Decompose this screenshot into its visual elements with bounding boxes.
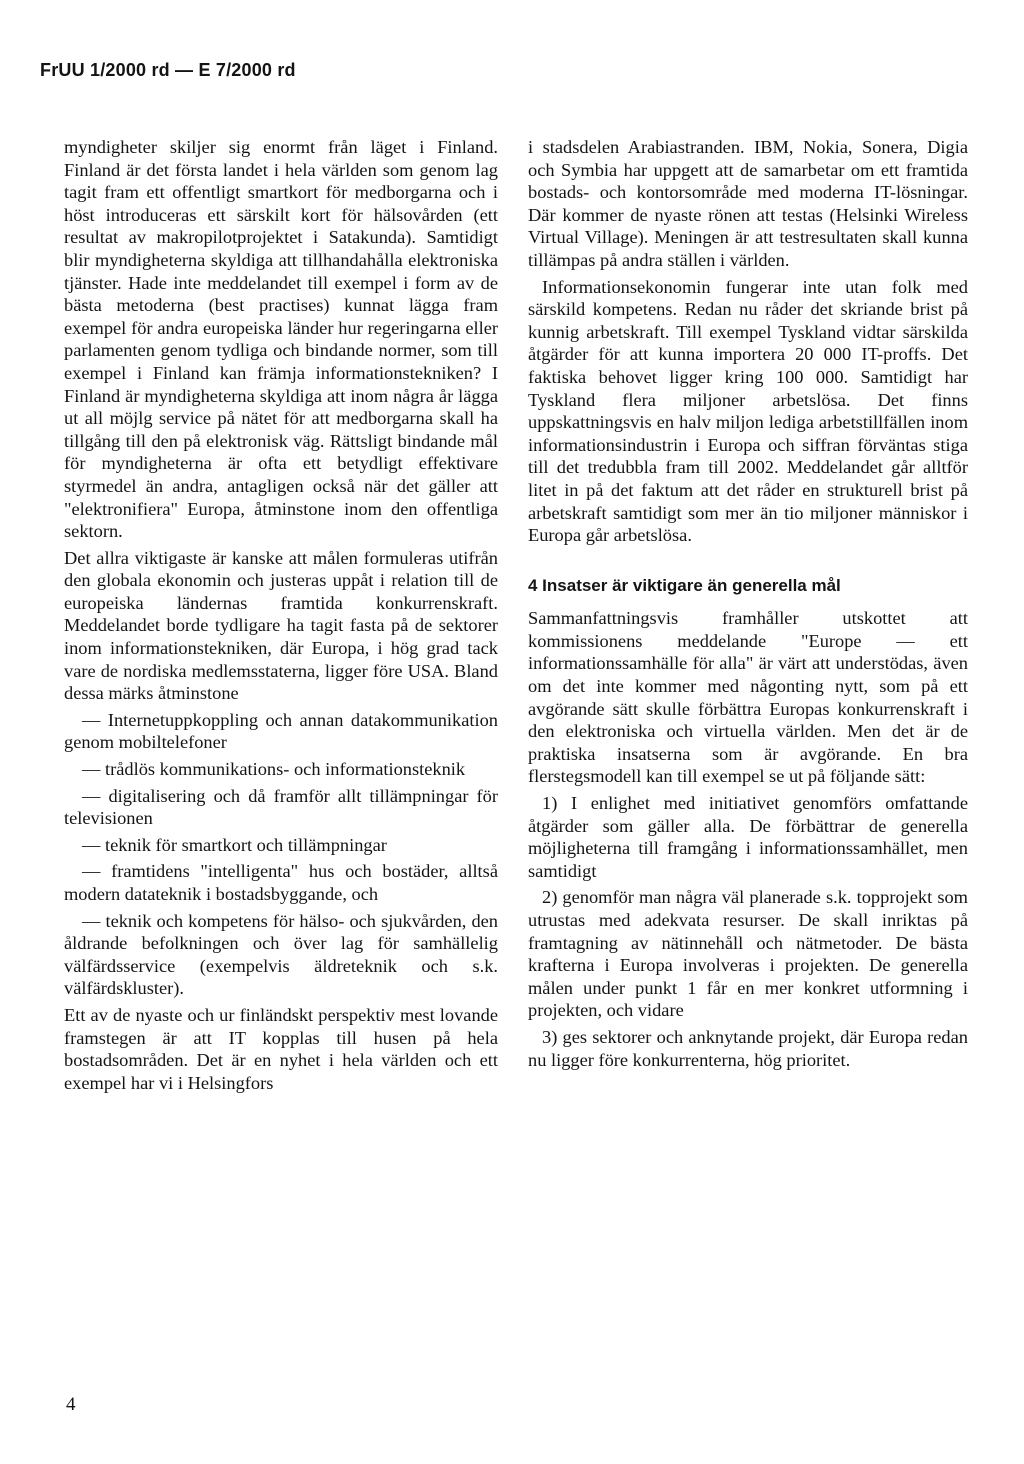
left-column xyxy=(64,136,498,1098)
list-item: — digitalisering och då framför allt tillämpningar för televisionen xyxy=(64,785,498,829)
list-item: 1) I enlighet med initiativet genomförs omfattande åtgärder som gäller alla. De förbättrar de generella möjligheterna till framgång i informationssamhället, men samtidigt xyxy=(528,793,968,881)
list-item: — framtidens "intelligenta" hus och bostäder, alltså modern datateknik i bostadsbyggande, och xyxy=(64,861,498,904)
list-item: — Internetuppkoppling och annan datakommunikation genom mobiltelefoner xyxy=(64,709,498,753)
paragraph: Sammanfattningsvis framhåller utskottet att kommissionens meddelande "Europe — ett informationssamhälle för alla" är värt att understödas, även om det inte kommer med någonting nytt, som på ett avgörande sätt skulle förbättra Europas konkurrenskraft i den elektroniska och virtuella världen. Men det är de praktiska insatserna som är avgörande. En bra flerstegsmodell kan till exempel se ut på följande sätt: xyxy=(528,608,968,787)
document-header: FrUU 1/2000 rd — E 7/2000 rd xyxy=(40,60,296,80)
list-item: — teknik för smartkort och tillämpningar xyxy=(82,834,387,855)
list-item: 3) ges sektorer och anknytande projekt, där Europa redan nu ligger före konkurrenterna, hög prioritet. xyxy=(528,1026,968,1070)
paragraph: Det allra viktigaste är kanske att målen formuleras utifrån den globala ekonomin och justeras uppåt i relation till de europeiska ländernas framtida konkurrenskraft. Meddelandet borde tydligare ha tagit fasta på de sektorer inom informationstekniken, där Europa, i hög grad tack vare de nordiska medlemsstaterna, ligger före USA. Bland dessa märks åtminstone xyxy=(64,547,498,704)
list-item: — teknik och kompetens för hälso- och sjukvården, den åldrande befolkningen och över lag för samhällelig välfärdsservice (exempelvis äldreteknik och s.k. välfärdskluster). xyxy=(64,910,498,999)
paragraph: i stadsdelen Arabiastranden. IBM, Nokia, Sonera, Digia och Symbia har uppgett att de samarbetar om ett framtida bostads- och kontorsområde med moderna IT-lösningar. Där kommer de nyaste rönen att testas (Helsinki Wireless Virtual Village). Meningen är att testresultaten skall kunna tillämpas på andra ställen i världen. xyxy=(528,137,968,270)
page-number: 4 xyxy=(66,1394,76,1415)
right-column xyxy=(528,136,968,1075)
paragraph: myndigheter skiljer sig enormt från läget i Finland. Finland är det första landet i hela världen som genom lag tagit fram ett offentligt smartkort för medborgarna och i höst introduceras ett särskilt kort för hälsovården (ett resultat av makropilotprojektet i Satakunda). Samtidigt blir myndigheterna skyldiga att tillhandahålla elektroniska tjänster. Hade inte meddelandet till exempel i form av de bästa metoderna (best practises) kunnat lägga fram exempel för andra europeiska länder hur regeringarna eller parlamenten genom tydliga och bindande normer, som till exempel i Finland kan främja informationstekniken? I Finland är myndigheterna skyldiga att inom några år lägga ut all möjlg service på nätet för att medborgarna skall ha tillgång till den på elektronisk väg. Rättsligt bindande mål för myndigheterna är ofta ett betydligt effektivare styrmedel än andra, antagligen också när det gäller att "elektronifiera" Europa, åtminstone inom den offentliga sektorn. xyxy=(64,137,498,542)
paragraph: Informationsekonomin fungerar inte utan folk med särskild kompetens. Redan nu råder det skriande brist på kunnig arbetskraft. Till exempel Tyskland vidtar särskilda åtgärder för att kunna importera 20 000 IT-proffs. Det faktiska behovet ligger kring 100 000. Samtidigt har Tyskland flera miljoner arbetslösa. Det finns uppskattningsvis en halv miljon lediga arbetstillfällen inom informationsindustrin i Europa och siffran förväntas stiga till det tredubbla fram till 2002. Meddelandet går alltför litet in på det faktum att det råder en strukturell brist på arbetskraft samtidigt som mer än tio miljoner människor i Europa går arbetslösa. xyxy=(528,276,968,546)
list-item: 2) genomför man några väl planerade s.k. topprojekt som utrustas med adekvata resurser. De skall inriktas på framtagning av nätinnehåll och nätmetoder. De bästa krafterna i Europa involveras i projekten. De generella målen under punkt 1 får en mer konkret utformning i projekten, och vidare xyxy=(528,887,968,1021)
list-item: — trådlös kommunikations- och informationsteknik xyxy=(82,759,466,780)
paragraph: Ett av de nyaste och ur finländskt perspektiv mest lovande framstegen är att IT kopplas till husen på hela bostadsområden. Det är en nyhet i hela världen och ett exempel har vi i Helsingfors xyxy=(64,1004,498,1093)
section-heading: 4 Insatser är viktigare än generella mål xyxy=(528,575,841,595)
